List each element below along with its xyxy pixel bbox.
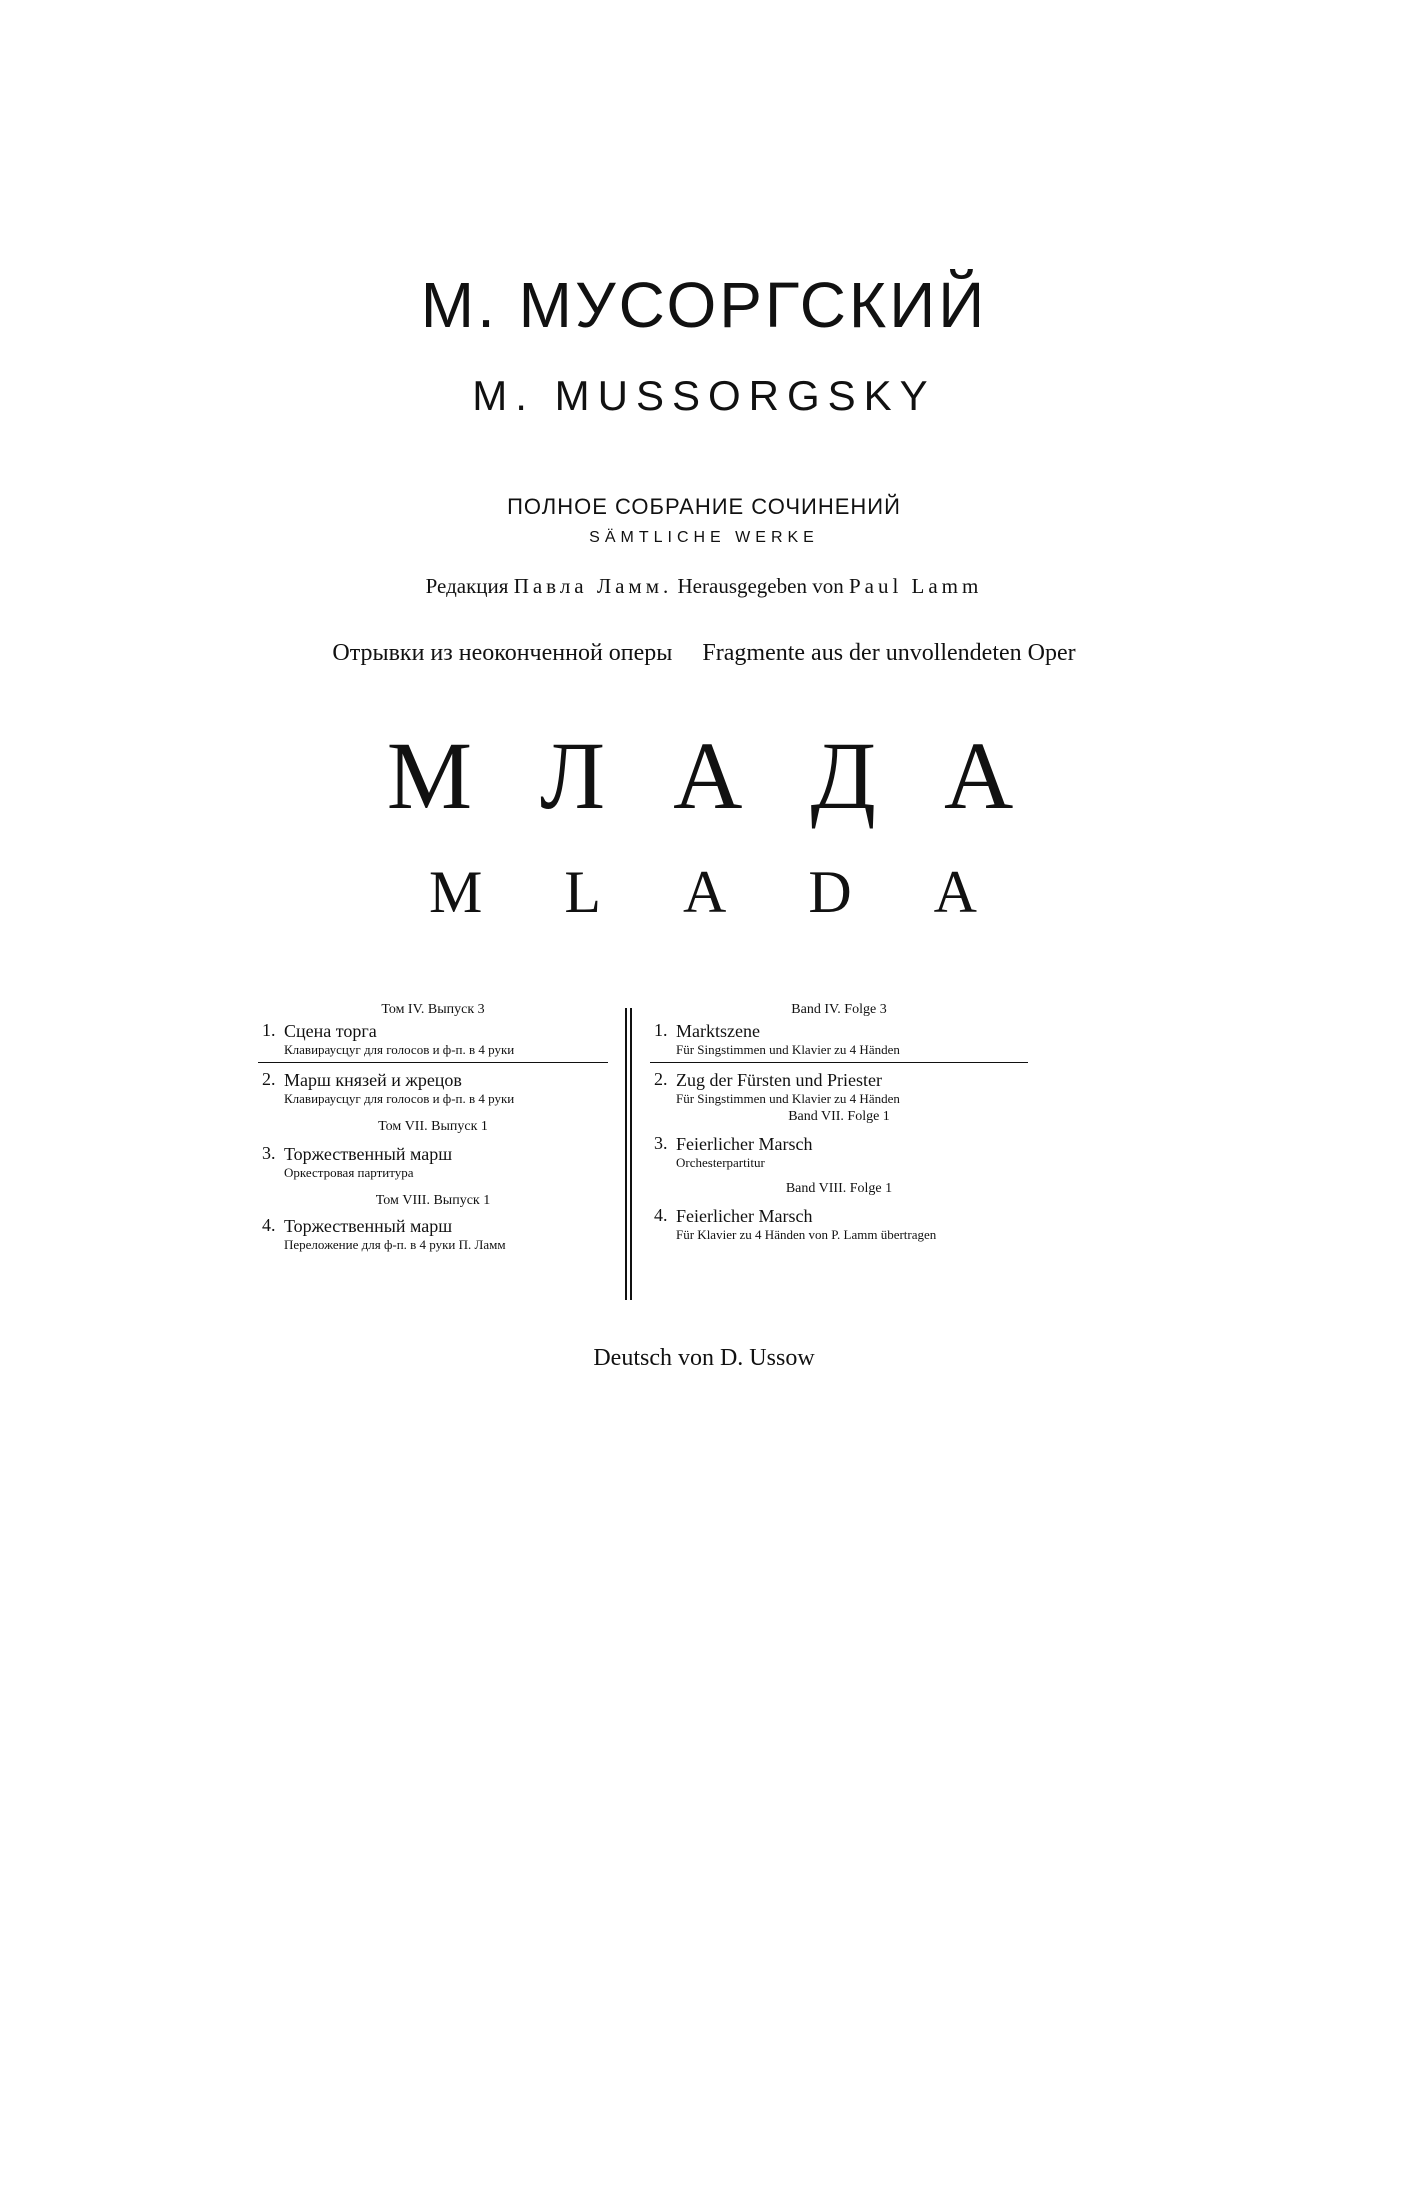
entry-number: 4. xyxy=(262,1215,276,1235)
editor-label-ru: Редакция xyxy=(425,574,509,598)
entry-description: Orchesterpartitur xyxy=(676,1155,765,1170)
entry-title: Feierlicher Marsch xyxy=(676,1206,813,1226)
entry-number: 2. xyxy=(262,1069,276,1089)
fragments-de: Fragmente aus der unvollendeten Oper xyxy=(702,640,1076,666)
volume-heading: Band VIII. Folge 1 xyxy=(785,1181,893,1196)
entry-number: 4. xyxy=(654,1205,668,1225)
contents-entry xyxy=(650,1133,1028,1171)
editor-name-ru: Павла Ламм. xyxy=(513,574,673,598)
volume-heading: Band VII. Folge 1 xyxy=(788,1109,890,1124)
entry-description: Für Singstimmen und Klavier zu 4 Händen xyxy=(676,1042,900,1057)
volume-heading: Том VII. Выпуск 1 xyxy=(378,1119,488,1134)
entry-title: Marktszene xyxy=(676,1021,760,1041)
contents-entry xyxy=(650,1205,1028,1243)
volume-heading: Том IV. Выпуск 3 xyxy=(381,1002,485,1017)
opera-title-en: MLADA xyxy=(429,859,1059,925)
entry-title: Торжественный марш xyxy=(284,1144,453,1164)
entry-description: Für Singstimmen und Klavier zu 4 Händen xyxy=(676,1091,900,1106)
contents-entry xyxy=(258,1069,608,1107)
opera-title-ru: МЛАДА xyxy=(386,722,1082,829)
entry-description: Клавираусцуг для голосов и ф-п. в 4 руки xyxy=(284,1042,515,1057)
fragments-line xyxy=(0,640,1408,667)
entry-title: Сцена торга xyxy=(284,1021,377,1041)
contents-entry xyxy=(258,1020,608,1058)
contents-table xyxy=(258,1000,1028,1305)
entry-number: 1. xyxy=(262,1020,276,1040)
composer-name-ru: М. МУСОРГСКИЙ xyxy=(420,269,988,341)
entry-description: Переложение для ф-п. в 4 руки П. Ламм xyxy=(284,1237,506,1252)
divider-rule xyxy=(258,1062,608,1063)
entry-description: Für Klavier zu 4 Händen von P. Lamm übertragen xyxy=(676,1227,937,1242)
entry-number: 3. xyxy=(262,1143,276,1163)
entry-description: Клавираусцуг для голосов и ф-п. в 4 руки xyxy=(284,1091,515,1106)
collected-works-ru: ПОЛНОЕ СОБРАНИЕ СОЧИНЕНИЙ xyxy=(507,494,901,519)
contents-entry xyxy=(258,1215,608,1253)
fragments-ru: Отрывки из неоконченной оперы xyxy=(332,640,673,666)
composer-name-en: M. MUSSORGSKY xyxy=(472,372,936,419)
collected-works-de: SÄMTLICHE WERKE xyxy=(589,529,819,546)
entry-title: Feierlicher Marsch xyxy=(676,1134,813,1154)
entry-title: Торжественный марш xyxy=(284,1216,453,1236)
column-divider xyxy=(625,1008,632,1300)
entry-number: 1. xyxy=(654,1020,668,1040)
entry-number: 3. xyxy=(654,1133,668,1153)
contents-entry xyxy=(650,1069,1028,1107)
contents-column-ru xyxy=(258,1000,608,1253)
contents-entry xyxy=(650,1020,1028,1058)
editor-label-de: Herausgegeben von xyxy=(677,574,844,598)
divider-rule xyxy=(650,1062,1028,1063)
entry-description: Оркестровая партитура xyxy=(284,1165,414,1180)
volume-heading: Band IV. Folge 3 xyxy=(791,1002,887,1017)
volume-heading: Том VIII. Выпуск 1 xyxy=(375,1193,491,1208)
translator-credit: Deutsch von D. Ussow xyxy=(593,1345,815,1371)
editor-name-de: Paul Lamm xyxy=(848,574,983,598)
contents-entry xyxy=(258,1143,608,1181)
contents-column-de xyxy=(650,1000,1028,1243)
entry-number: 2. xyxy=(654,1069,668,1089)
entry-title: Zug der Fürsten und Priester xyxy=(676,1070,882,1090)
entry-title: Марш князей и жрецов xyxy=(284,1070,462,1090)
editor-line xyxy=(0,574,1408,599)
